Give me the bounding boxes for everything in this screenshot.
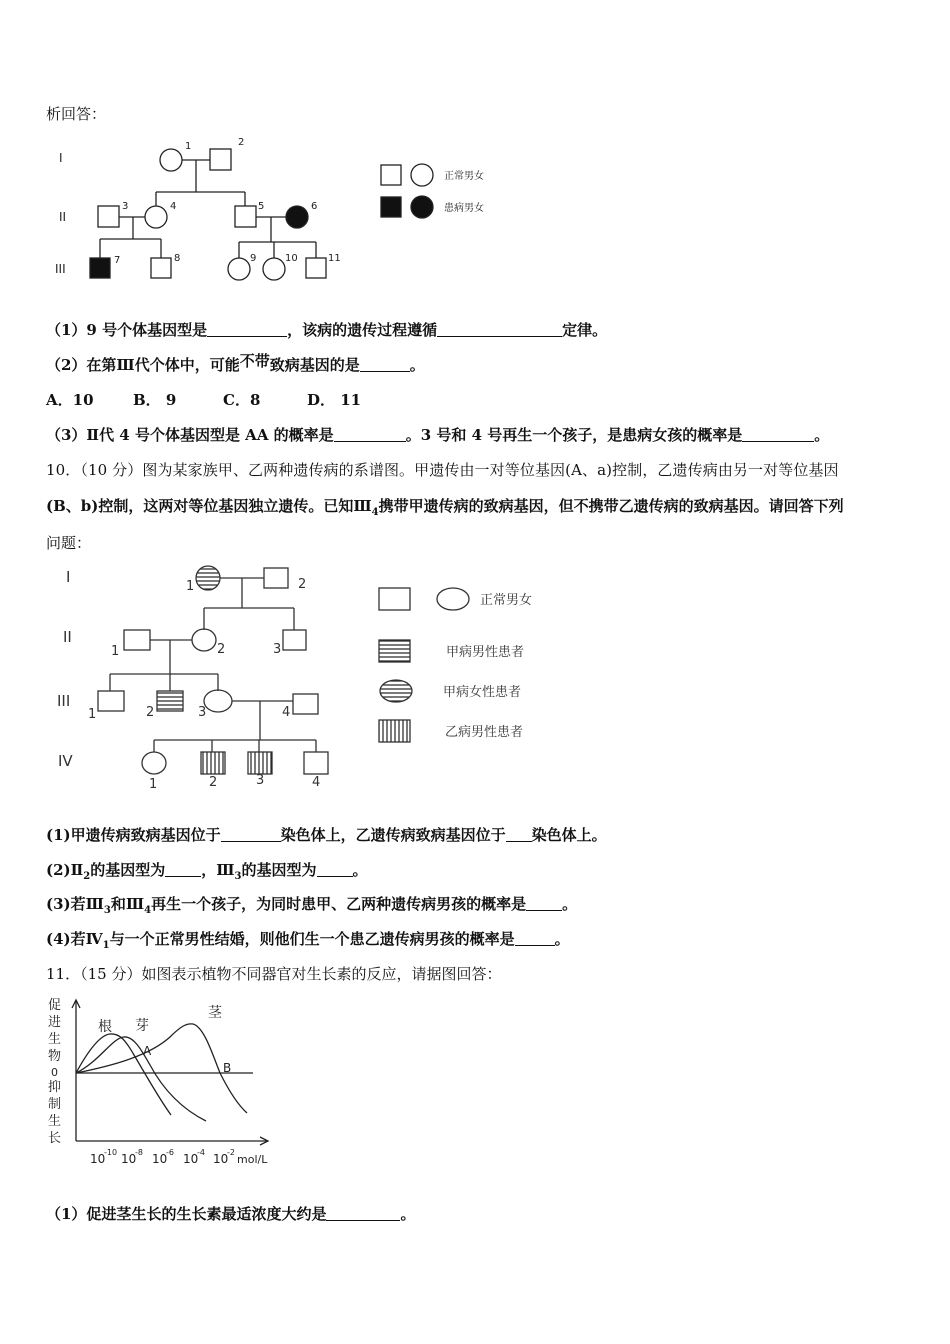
y-label-char: 生 [48,1114,62,1129]
individual-number: 1 [111,644,120,659]
x-tick: 10 [121,1152,137,1166]
individual-number: 4 [170,201,177,212]
q11-stem: 11．（15 分）如图表示植物不同器官对生长素的反应，请据图回答： [46,965,502,983]
x-tick: 10 [213,1152,229,1166]
individual-IV-1 [142,752,166,774]
individual-number: 3 [273,642,282,657]
individual-II-5 [235,206,256,227]
legend-disease-b-male [379,720,410,742]
curve-bud [76,1037,206,1121]
y-label-char: 生 [48,1032,62,1047]
individual-III-8 [151,258,171,278]
legend-normal-male [381,165,401,185]
intro-text: 析回答： [46,105,107,123]
y-label-char: 进 [48,1015,62,1030]
q10-part2: $(2)Ⅱ_2$的基因型为 ，$Ⅲ_3$的基因型为 。 [46,861,368,882]
option-d[interactable]: D． 11 [307,391,362,409]
legend-label: 乙病男性患者 [445,725,524,740]
individual-III-1 [98,691,124,711]
individual-number: 6 [311,201,318,212]
individual-number: 2 [298,577,307,592]
option-c[interactable]: C．8 [223,391,261,409]
q10-part3: (3)若$Ⅲ_3$和$Ⅲ_4$再生一个孩子，为同时患甲、乙两种遗传病男孩的概率是 。 [46,895,578,916]
x-tick-exp: -2 [227,1148,235,1157]
gen-label: I [59,151,63,165]
individual-III-4 [293,694,318,714]
individual-number: 3 [256,773,265,788]
individual-II-3 [283,630,306,650]
q9-part2: （2）在第Ⅲ代个体中，可能不带致病基因的是 。 [46,352,425,374]
x-tick: 10 [152,1152,168,1166]
individual-IV-2 [201,752,225,774]
individual-number: 8 [174,253,181,264]
individual-number: 1 [186,579,195,594]
origin-label: 0 [51,1066,58,1079]
q10-part1: (1)甲遗传病致病基因位于 染色体上，乙遗传病致病基因位于 染色体上。 [46,826,607,844]
x-tick-exp: -4 [197,1148,205,1157]
legend-label: 甲病男性患者 [446,645,525,660]
y-label-char: 物 [48,1049,62,1064]
individual-IV-4 [304,752,328,774]
legend-normal-male [379,588,410,610]
legend-affected-female [411,196,433,218]
individual-number: 1 [149,777,158,792]
x-unit: mol/L [237,1153,268,1166]
individual-IV-3 [248,752,272,774]
q10-stem-line3: 问题： [46,534,92,552]
individual-number: 2 [217,642,226,657]
individual-II-4 [145,206,167,228]
pedigree-figure-2 [46,560,566,792]
pedigree-figure-1 [46,132,516,292]
individual-I-2 [264,568,288,588]
q9-part1: （1）9 号个体基因型是 ，该病的遗传过程遵循 定律。 [46,321,608,339]
x-tick-exp: -10 [104,1148,118,1157]
point-label-b: B [223,1061,232,1075]
individual-III-10 [263,258,285,280]
individual-III-9 [228,258,250,280]
individual-number: 2 [146,705,155,720]
individual-number: 11 [328,253,341,264]
x-tick-exp: -6 [166,1148,174,1157]
y-label-char: 促 [48,998,62,1013]
q10-part4: (4)若$Ⅳ_1$与一个正常男性结婚，则他们生一个患乙遗传病男孩的概率是 。 [46,930,570,951]
individual-I-2 [210,149,231,170]
y-label-char: 长 [48,1131,62,1146]
q9-part3: （3）Ⅱ代 4 号个体基因型是 AA 的概率是 。3 号和 4 号再生一个孩子，是患病女孩的概率是 。 [46,426,830,444]
individual-III-7 [90,258,110,278]
gen-label: IV [58,752,73,770]
x-tick: 10 [90,1152,106,1166]
option-a[interactable]: A．10 [46,391,94,409]
legend-normal-label: 正常男女 [444,171,484,182]
individual-I-1 [196,566,220,590]
x-tick-exp: -8 [135,1148,143,1157]
legend-affected-label: 患病男女 [444,203,484,214]
individual-I-1 [160,149,182,171]
individual-number: 10 [285,253,298,264]
individual-number: 7 [114,255,121,266]
curve-label-root: 根 [98,1019,112,1035]
individual-number: 2 [209,775,218,790]
individual-II-2 [192,629,216,651]
legend-normal-female [411,164,433,186]
gen-label: III [55,262,66,276]
legend-affected-male [381,197,401,217]
individual-II-3 [98,206,119,227]
q10-stem-line1: 10．（10 分）图为某家族甲、乙两种遗传病的系谱图。甲遗传由一对等位基因(A、a)控制，乙遗传病由另一对等位基因 [46,461,839,479]
individual-number: 4 [282,705,291,720]
x-tick: 10 [183,1152,199,1166]
individual-number: 1 [88,707,97,722]
legend-label: 正常男女 [480,593,533,608]
legend-disease-a-male [379,640,410,662]
individual-III-2 [157,691,183,711]
gen-label: II [59,210,67,224]
individual-III-3 [204,690,232,712]
curve-label-bud: 芽 [135,1018,149,1034]
legend-disease-a-female [380,680,412,702]
option-b[interactable]: B． 9 [133,391,177,409]
gen-label: III [57,692,71,710]
legend-label: 甲病女性患者 [443,685,522,700]
legend-normal-female [437,588,469,610]
individual-III-11 [306,258,326,278]
individual-number: 5 [258,201,265,212]
individual-number: 3 [198,705,207,720]
individual-number: 3 [122,201,129,212]
gen-label: II [63,628,72,646]
individual-number: 4 [312,775,321,790]
point-label-a: A [143,1044,152,1058]
q9-options [46,389,361,410]
curve-label-stem: 茎 [208,1005,222,1021]
individual-number: 9 [250,253,257,264]
individual-II-6 [286,206,308,228]
y-label-char: 制 [48,1097,62,1112]
auxin-response-chart [46,993,286,1173]
individual-II-1 [124,630,150,650]
individual-number: 2 [238,137,245,148]
y-label-char: 抑 [48,1080,62,1095]
gen-label: I [66,568,71,586]
q11-part1: （1）促进茎生长的生长素最适浓度大约是 。 [46,1205,416,1223]
q10-stem-line2: (B、b)控制，这两对等位基因独立遗传。已知$Ⅲ_4$携带甲遗传病的致病基因，但不携带乙遗传病的致病基因。请回答下列 [46,497,844,518]
individual-number: 1 [185,141,192,152]
